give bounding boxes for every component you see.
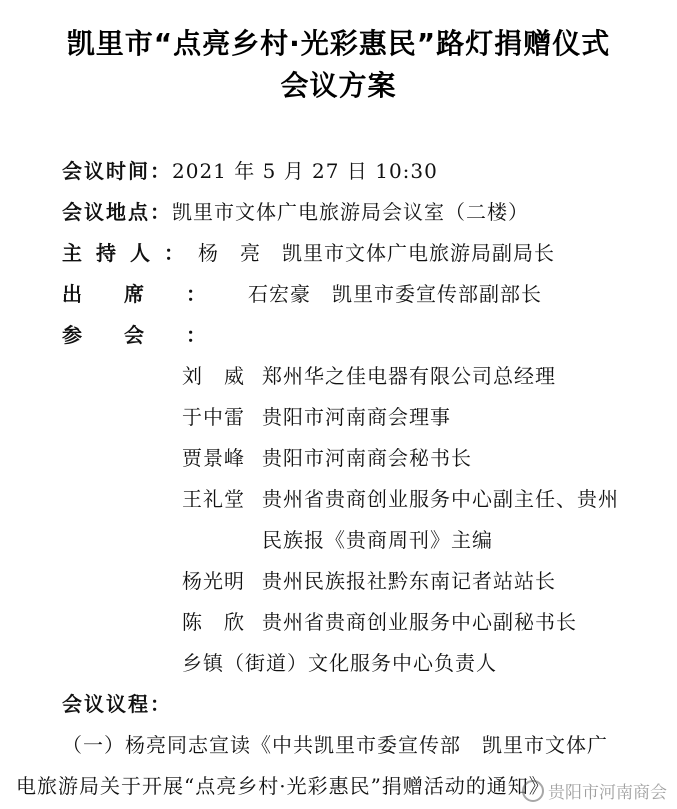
- attend-row: [62, 278, 542, 307]
- wechat-logo-icon: [522, 780, 544, 802]
- participant-name: 贾景峰: [182, 446, 245, 470]
- participant-item: [182, 565, 556, 594]
- participant-role: 贵阳市河南商会秘书长: [262, 446, 472, 470]
- participants-label: 参会：: [62, 323, 248, 347]
- participant-name: 陈 欣: [182, 610, 245, 634]
- agenda-item-line1: （一）杨亮同志宣读《中共凯里市委宣传部 凯里市文体广: [62, 733, 608, 757]
- participants-row: [62, 319, 248, 348]
- attend-label: 出席：: [62, 282, 248, 306]
- participant-role: 民族报《贵商周刊》主编: [262, 528, 493, 552]
- agenda-label: 会议议程：: [62, 692, 172, 716]
- participant-item: [182, 442, 472, 471]
- meeting-time-value: 2021 年 5 月 27 日 10:30: [172, 159, 438, 183]
- document-title-line2: 会议方案: [280, 69, 397, 102]
- participant-name: 王礼堂: [182, 487, 245, 511]
- meeting-time-label: 会议时间：: [62, 159, 172, 183]
- meeting-time-row: [62, 155, 438, 184]
- participant-role: 贵州省贵商创业服务中心副主任、贵州: [262, 487, 619, 511]
- participant-role: 郑州华之佳电器有限公司总经理: [262, 364, 556, 388]
- participant-item: [182, 606, 577, 635]
- participant-item: [182, 401, 451, 430]
- participant-item: [182, 360, 556, 389]
- host-label: 主持人：: [62, 241, 198, 265]
- participant-item: [182, 647, 497, 676]
- watermark-text: 贵阳市河南商会: [548, 783, 667, 803]
- participant-role: 乡镇（街道）文化服务中心负责人: [182, 651, 497, 675]
- host-row: [62, 237, 555, 266]
- agenda-row: [62, 688, 172, 717]
- meeting-place-row: [62, 196, 529, 225]
- participant-role: 贵州民族报社黔东南记者站站长: [262, 569, 556, 593]
- watermark: [522, 778, 667, 803]
- participant-name: 刘 威: [182, 364, 245, 388]
- meeting-place-value: 凯里市文体广电旅游局会议室（二楼）: [172, 200, 529, 224]
- participant-role: 贵阳市河南商会理事: [262, 405, 451, 429]
- participant-name: 杨光明: [182, 569, 245, 593]
- participant-item: [182, 524, 493, 553]
- participant-name: 于中雷: [182, 405, 245, 429]
- participant-item: [182, 483, 619, 512]
- document-title-line1: 凯里市“点亮乡村·光彩惠民”路灯捐赠仪式: [66, 27, 611, 60]
- agenda-item-line2: 电旅游局关于开展“点亮乡村·光彩惠民”捐赠活动的通知》: [16, 774, 550, 798]
- attend-value: 石宏豪 凯里市委宣传部副部长: [248, 282, 542, 306]
- participant-role: 贵州省贵商创业服务中心副秘书长: [262, 610, 577, 634]
- host-value: 杨 亮 凯里市文体广电旅游局副局长: [198, 241, 555, 265]
- meeting-place-label: 会议地点：: [62, 200, 172, 224]
